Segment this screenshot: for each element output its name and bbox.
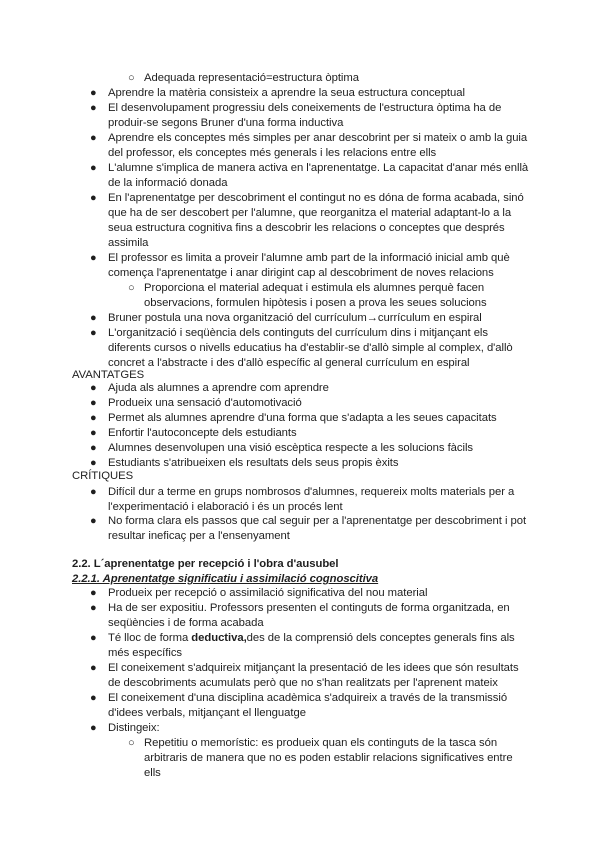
critique-item: No forma clara els passos que cal seguir per a l'aprenentatge per descobriment i pot [108,515,527,527]
sub-bullet-text: observacions, formulen hipòtesis i posen a prova les seues solucions [144,297,487,309]
bullet-text: L'organització i seqüència dels continguts del currículum dins i mitjançant els [108,327,488,339]
advantage-item: Enfortir l'autoconcepte dels estudiants [108,427,297,439]
sub-bullet-marker: ○ [128,737,135,749]
bullet-marker: ● [90,192,97,204]
bullet-marker: ● [90,162,97,174]
sub-bullet-text: arbitraris de manera que no es poden establir relacions significatives entre [144,752,513,764]
section-heading: 2.2. L´aprenentatge per recepció i l'obra d'ausubel [72,558,339,570]
sub-bullet-text: ells [144,767,161,779]
sub-bullet-marker: ○ [128,72,135,84]
subsection-heading: 2.2.1. Aprenentatge significatiu i assimilació cognoscitiva [72,573,379,585]
bullet-marker: ● [90,132,97,144]
sub-bullet-marker: ○ [128,282,135,294]
bullet-marker: ● [90,427,97,439]
bullet-text: Bruner postula una nova organització del currículum→currículum en espiral [108,312,482,324]
bullet-text: assimila [108,237,149,249]
bullet-text: de la informació donada [108,177,228,189]
bullet-text: seqüències i de forma acabada [108,617,264,629]
sub-bullet-text: Proporciona el material adequat i estimula els alumnes perquè facen [144,282,485,294]
bullet-marker: ● [90,587,97,599]
bullet-marker: ● [90,102,97,114]
bullet-text: que ha de ser descobert per l'alumne, que reorganitza el material adaptant-lo a la [108,207,512,219]
critique-item: l'experimentació i elaboració i és un procés lent [108,501,343,513]
bullet-marker: ● [90,515,97,527]
bullet-marker: ● [90,632,97,644]
bullet-text: del professor, els conceptes més generals i les relacions entre ells [108,147,437,159]
bullet-text: El coneixement s'adquireix mitjançant la presentació de les idees que són resultats [108,662,519,674]
advantage-item: Estudiants s'atribueixen els resultats dels seus propis èxits [108,457,399,469]
critique-item: resultar ineficaç per a l'ensenyament [108,530,290,542]
bullet-marker: ● [90,442,97,454]
bullet-text: Aprendre la matèria consisteix a aprendre la seua estructura conceptual [108,87,465,99]
bullet-marker: ● [90,662,97,674]
critiques-heading: CRÍTIQUES [72,470,134,482]
sub-bullet-text: Adequada representació=estructura òptima [144,72,359,84]
bullet-text: En l'aprenentatge per descobriment el contingut no es dóna de forma acabada, sinó [108,192,524,204]
bullet-text: concret a l'abstracte i des d'allò específic al general currículum en espiral [108,357,470,369]
bullet-marker: ● [90,312,97,324]
advantages-heading: AVANTATGES [72,369,145,381]
bullet-text: L'alumne s'implica de manera activa en l'aprenentatge. La capacitat d'anar més enllà [108,162,529,174]
bullet-text: d'idees verbals, mitjançant el llenguatge [108,707,306,719]
advantage-item: Permet als alumnes aprendre d'una forma que s'adapta a les seues capacitats [108,412,497,424]
advantage-item: Ajuda als alumnes a aprendre com aprendre [108,382,329,394]
bullet-text: de descobriments acumulats però que no s'han realitzats per l'aprenent mateix [108,677,498,689]
bullet-marker: ● [90,252,97,264]
bullet-marker: ● [90,87,97,99]
bullet-text: El professor es limita a proveir l'alumne amb part de la informació inicial amb què [108,252,510,264]
bullet-text: comença l'aprenentatge i anar dirigint cap al descobriment de noves relacions [108,267,494,279]
bullet-text: Aprendre els conceptes més simples per anar descobrint per si mateix o amb la guia [108,132,528,144]
critique-item: Difícil dur a terme en grups nombrosos d'alumnes, requereix molts materials per a [108,486,515,498]
deductive-post: des de la comprensió dels conceptes generals fins als [246,632,515,644]
bullet-marker: ● [90,412,97,424]
advantage-item: Alumnes desenvolupen una visió escèptica respecte a les solucions fàcils [108,442,474,454]
bullet-text [108,631,515,645]
bullet-text: El desenvolupament progressiu dels coneixements de l'estructura òptima ha de [108,102,502,114]
bullet-text: Ha de ser expositiu. Professors presenten el continguts de forma organitzada, en [108,602,510,614]
bullet-marker: ● [90,692,97,704]
bullet-marker: ● [90,382,97,394]
bullet-marker: ● [90,486,97,498]
deductive-bold: deductiva, [191,632,247,644]
bullet-text: més específics [108,647,183,659]
deductive-pre: Té lloc de forma [108,632,192,644]
bullet-marker: ● [90,327,97,339]
bullet-text: El coneixement d'una disciplina acadèmica s'adquireix a través de la transmissió [108,692,508,704]
bullet-text: diferents cursos o nivells educatius ha d'establir-se d'allò simple al complex, d'allò [108,342,513,354]
advantage-item: Produeix una sensació d'automotivació [108,397,302,409]
bullet-marker: ● [90,602,97,614]
bullet-marker: ● [90,397,97,409]
bullet-text: Produeix per recepció o assimilació significativa del nou material [108,587,428,599]
sub-bullet-text: Repetitiu o memorístic: es produeix quan els continguts de la tasca són [144,737,498,749]
bullet-marker: ● [90,457,97,469]
bullet-text: Distingeix: [108,722,160,734]
bullet-text: seua estructura cognitiva fins a descobrir les relacions o conceptes que després [108,222,505,234]
bullet-marker: ● [90,722,97,734]
bullet-text: produir-se segons Bruner d'una forma inductiva [108,117,344,129]
